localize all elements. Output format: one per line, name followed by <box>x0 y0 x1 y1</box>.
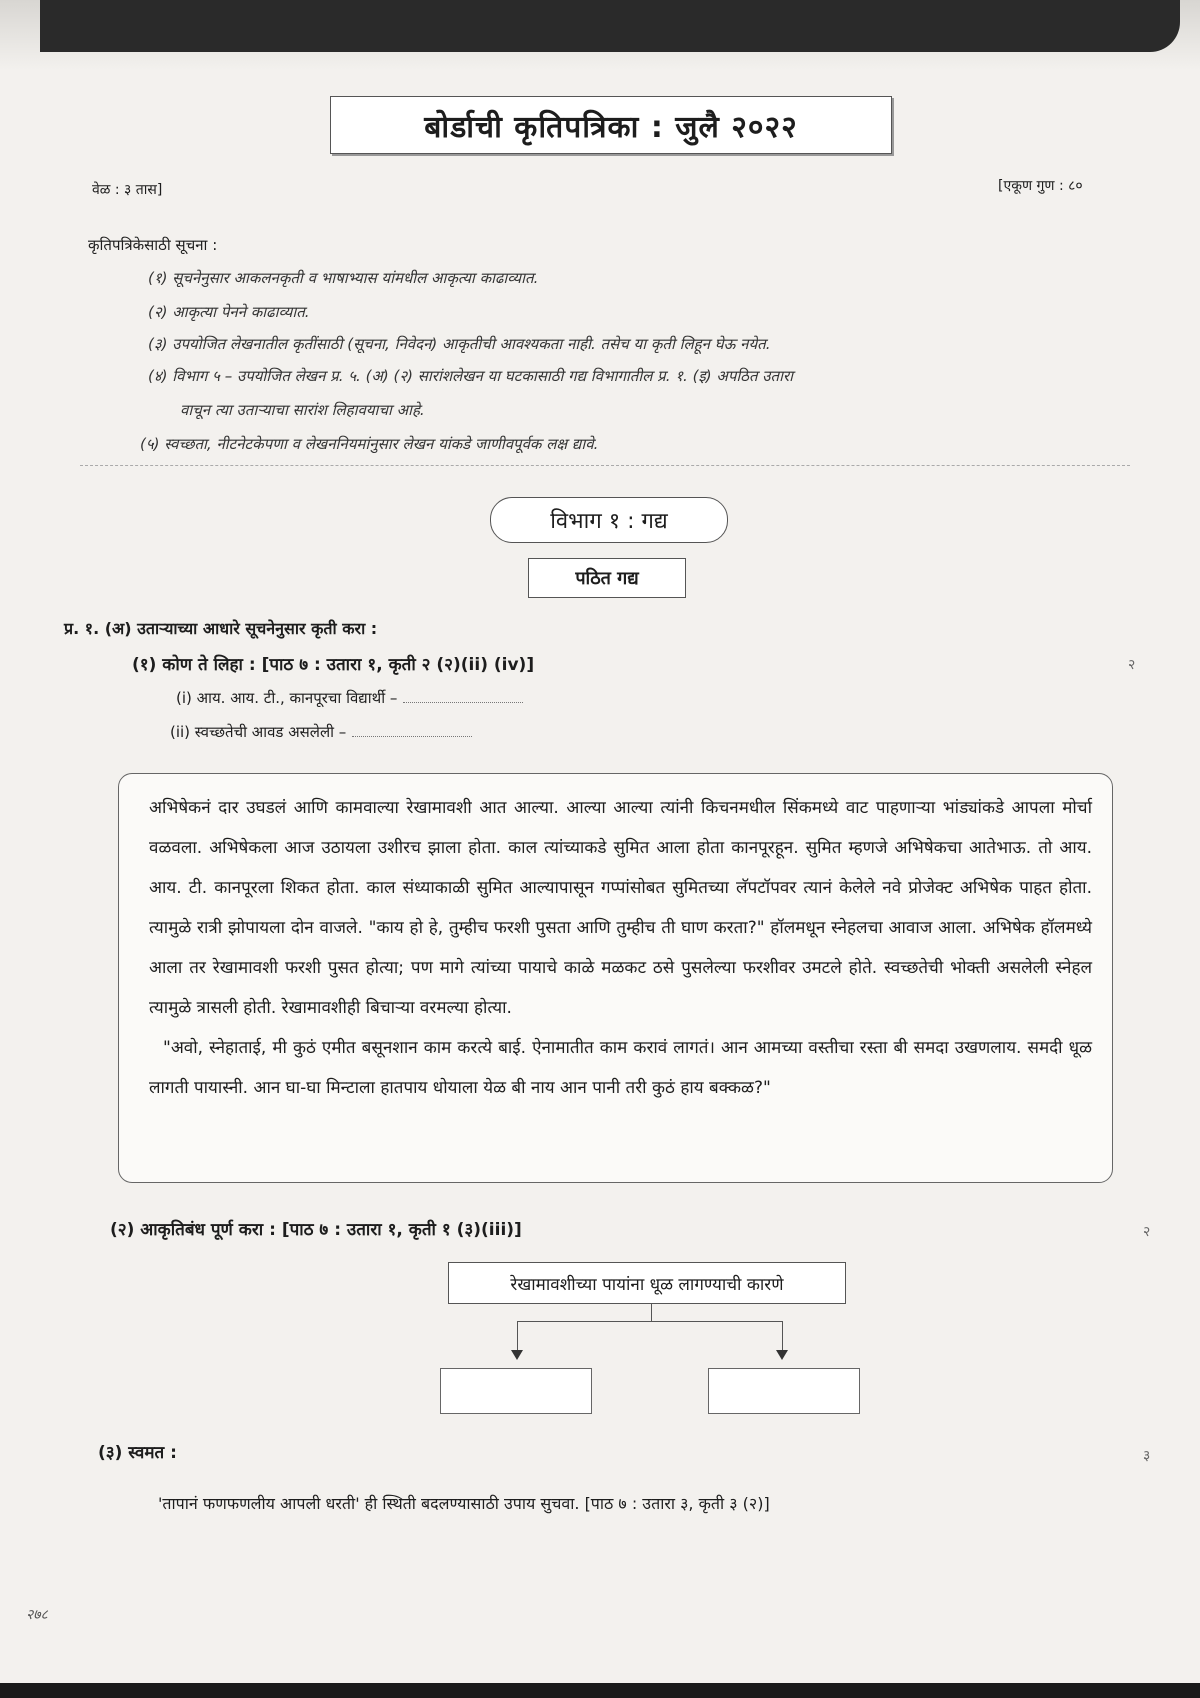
part3-marks: ३ <box>1143 1448 1151 1464</box>
part2-marks: २ <box>1143 1224 1151 1240</box>
passage-paragraph-2: "अवो, स्नेहाताई, मी कुठं एमीत बसूनशान काम करत्ये बाई. ऐनामातीत काम करावं लागतं। आन आमच्या वस्तीचा रस्ता बी समदा उखणलाय. समदी धूळ लागती पायास्नी. आन घा-घा मिन्टाला हातपाय धोयाला येळ बी नाय आन पानी तरी कुठं हाय बक्कळ?" <box>149 1038 1092 1098</box>
part1-marks: २ <box>1128 657 1136 673</box>
flow-connector <box>517 1321 783 1322</box>
flow-connector <box>782 1321 783 1351</box>
part1-item-1 <box>176 688 523 708</box>
instruction-4: (४) विभाग ५ – उपयोजित लेखन प्र. ५. (अ) (२) सारांशलेखन या घटकासाठी गद्य विभागातील प्र. १. (इ) अपठित उतारा <box>148 367 793 385</box>
paper-title: बोर्डाची कृतिपत्रिका : जुलै २०२२ <box>424 109 798 145</box>
part2-label: (२) आकृतिबंध पूर्ण करा : [पाठ ७ : उतारा १, कृती १ (३)(iii)] <box>110 1220 522 1240</box>
part1-item-2 <box>170 722 472 742</box>
subsection-heading: पठित गद्य <box>528 558 686 598</box>
part3-question: 'तापानं फणफणलीय आपली धरती' ही स्थिती बदलण्यासाठी उपाय सुचवा. [पाठ ७ : उतारा ३, कृती ३ (२)] <box>158 1494 770 1513</box>
passage-paragraph-1: अभिषेकनं दार उघडलं आणि कामवाल्या रेखामावशी आत आल्या. आल्या आल्या त्यांनी किचनमधील सिंकमध्ये वाट पाहणाऱ्या भांड्यांकडे आपला मोर्चा वळवला. अभिषेकला आज उठायला उशीरच झाला होता. काल त्यांच्याकडे सुमित आला होता कानपूरहून. सुमित म्हणजे अभिषेकचा आतेभाऊ. तो आय. आय. टी. कानपूरला शिकत होता. काल संध्याकाळी सुमित आल्यापासून गप्पांसोबत सुमितच्या लॅपटॉपवर त्यानं केलेले नवे प्रोजेक्ट अभिषेक पाहत होता. त्यामुळे रात्री झोपायला दोन वाजले. "काय हो हे, तुम्हीच फरशी पुसता आणि तुम्हीच ती घाण करता?" हॉलमधून स्नेहलचा आवाज आला. अभिषेक हॉलमध्ये आला तर रेखामावशी फरशी पुसत होत्या; पण मागे त्यांच्या पायाचे काळे मळकट ठसे पुसलेल्या फरशीवर उमटले होते. स्वच्छतेची भोक्ती असलेली स्नेहल त्यामुळे त्रासली होती. रेखामावशीही बिचाऱ्या वरमल्या होत्या. <box>149 798 1092 1018</box>
answer-box-1[interactable] <box>440 1368 592 1414</box>
page-number: २७८ <box>26 1607 48 1623</box>
instruction-2: (२) आकृत्या पेनने काढाव्यात. <box>148 303 310 321</box>
flow-connector <box>651 1303 652 1321</box>
arrow-icon <box>776 1350 788 1360</box>
time-label: वेळ : ३ तास] <box>92 182 163 198</box>
instruction-3: (३) उपयोजित लेखनातील कृतींसाठी (सूचना, निवेदन) आकृतीची आवश्यकता नाही. तसेच या कृती लिहून घेऊ नयेत. <box>148 335 771 353</box>
part1-item-2-text: (ii) स्वच्छतेची आवड असलेली – <box>170 723 347 741</box>
binding-edge <box>40 0 1180 52</box>
flow-connector <box>517 1321 518 1351</box>
section-heading: विभाग १ : गद्य <box>490 497 728 543</box>
total-marks-label: [एकूण गुण : ८० <box>998 178 1083 194</box>
instruction-5: (५) स्वच्छता, नीटनेटकेपणा व लेखननियमांनुसार लेखन यांकडे जाणीवपूर्वक लक्ष द्यावे. <box>140 435 599 453</box>
instruction-4-cont: वाचून त्या उताऱ्याचा सारांश लिहावयाचा आहे. <box>180 401 425 419</box>
divider <box>80 465 1130 466</box>
passage-box <box>118 773 1113 1183</box>
arrow-icon <box>511 1350 523 1360</box>
part1-label: (१) कोण ते लिहा : [पाठ ७ : उतारा १, कृती २ (२)(ii) (iv)] <box>132 655 535 675</box>
answer-box-2[interactable] <box>708 1368 860 1414</box>
instruction-1: (१) सूचनेनुसार आकलनकृती व भाषाभ्यास यांमधील आकृत्या काढाव्यात. <box>148 269 539 287</box>
answer-blank <box>352 736 472 737</box>
flow-top-box: रेखामावशीच्या पायांना धूळ लागण्याची कारणे <box>448 1262 846 1304</box>
question-heading: प्र. १. (अ) उताऱ्याच्या आधारे सूचनेनुसार कृती करा : <box>64 619 378 638</box>
part3-label: (३) स्वमत : <box>98 1443 177 1463</box>
bottom-edge <box>0 1683 1200 1698</box>
part1-item-1-text: (i) आय. आय. टी., कानपूरचा विद्यार्थी – <box>176 689 398 707</box>
instructions-heading: कृतिपत्रिकेसाठी सूचना : <box>88 236 218 254</box>
paper-title-box <box>330 96 892 154</box>
answer-blank <box>403 702 523 703</box>
